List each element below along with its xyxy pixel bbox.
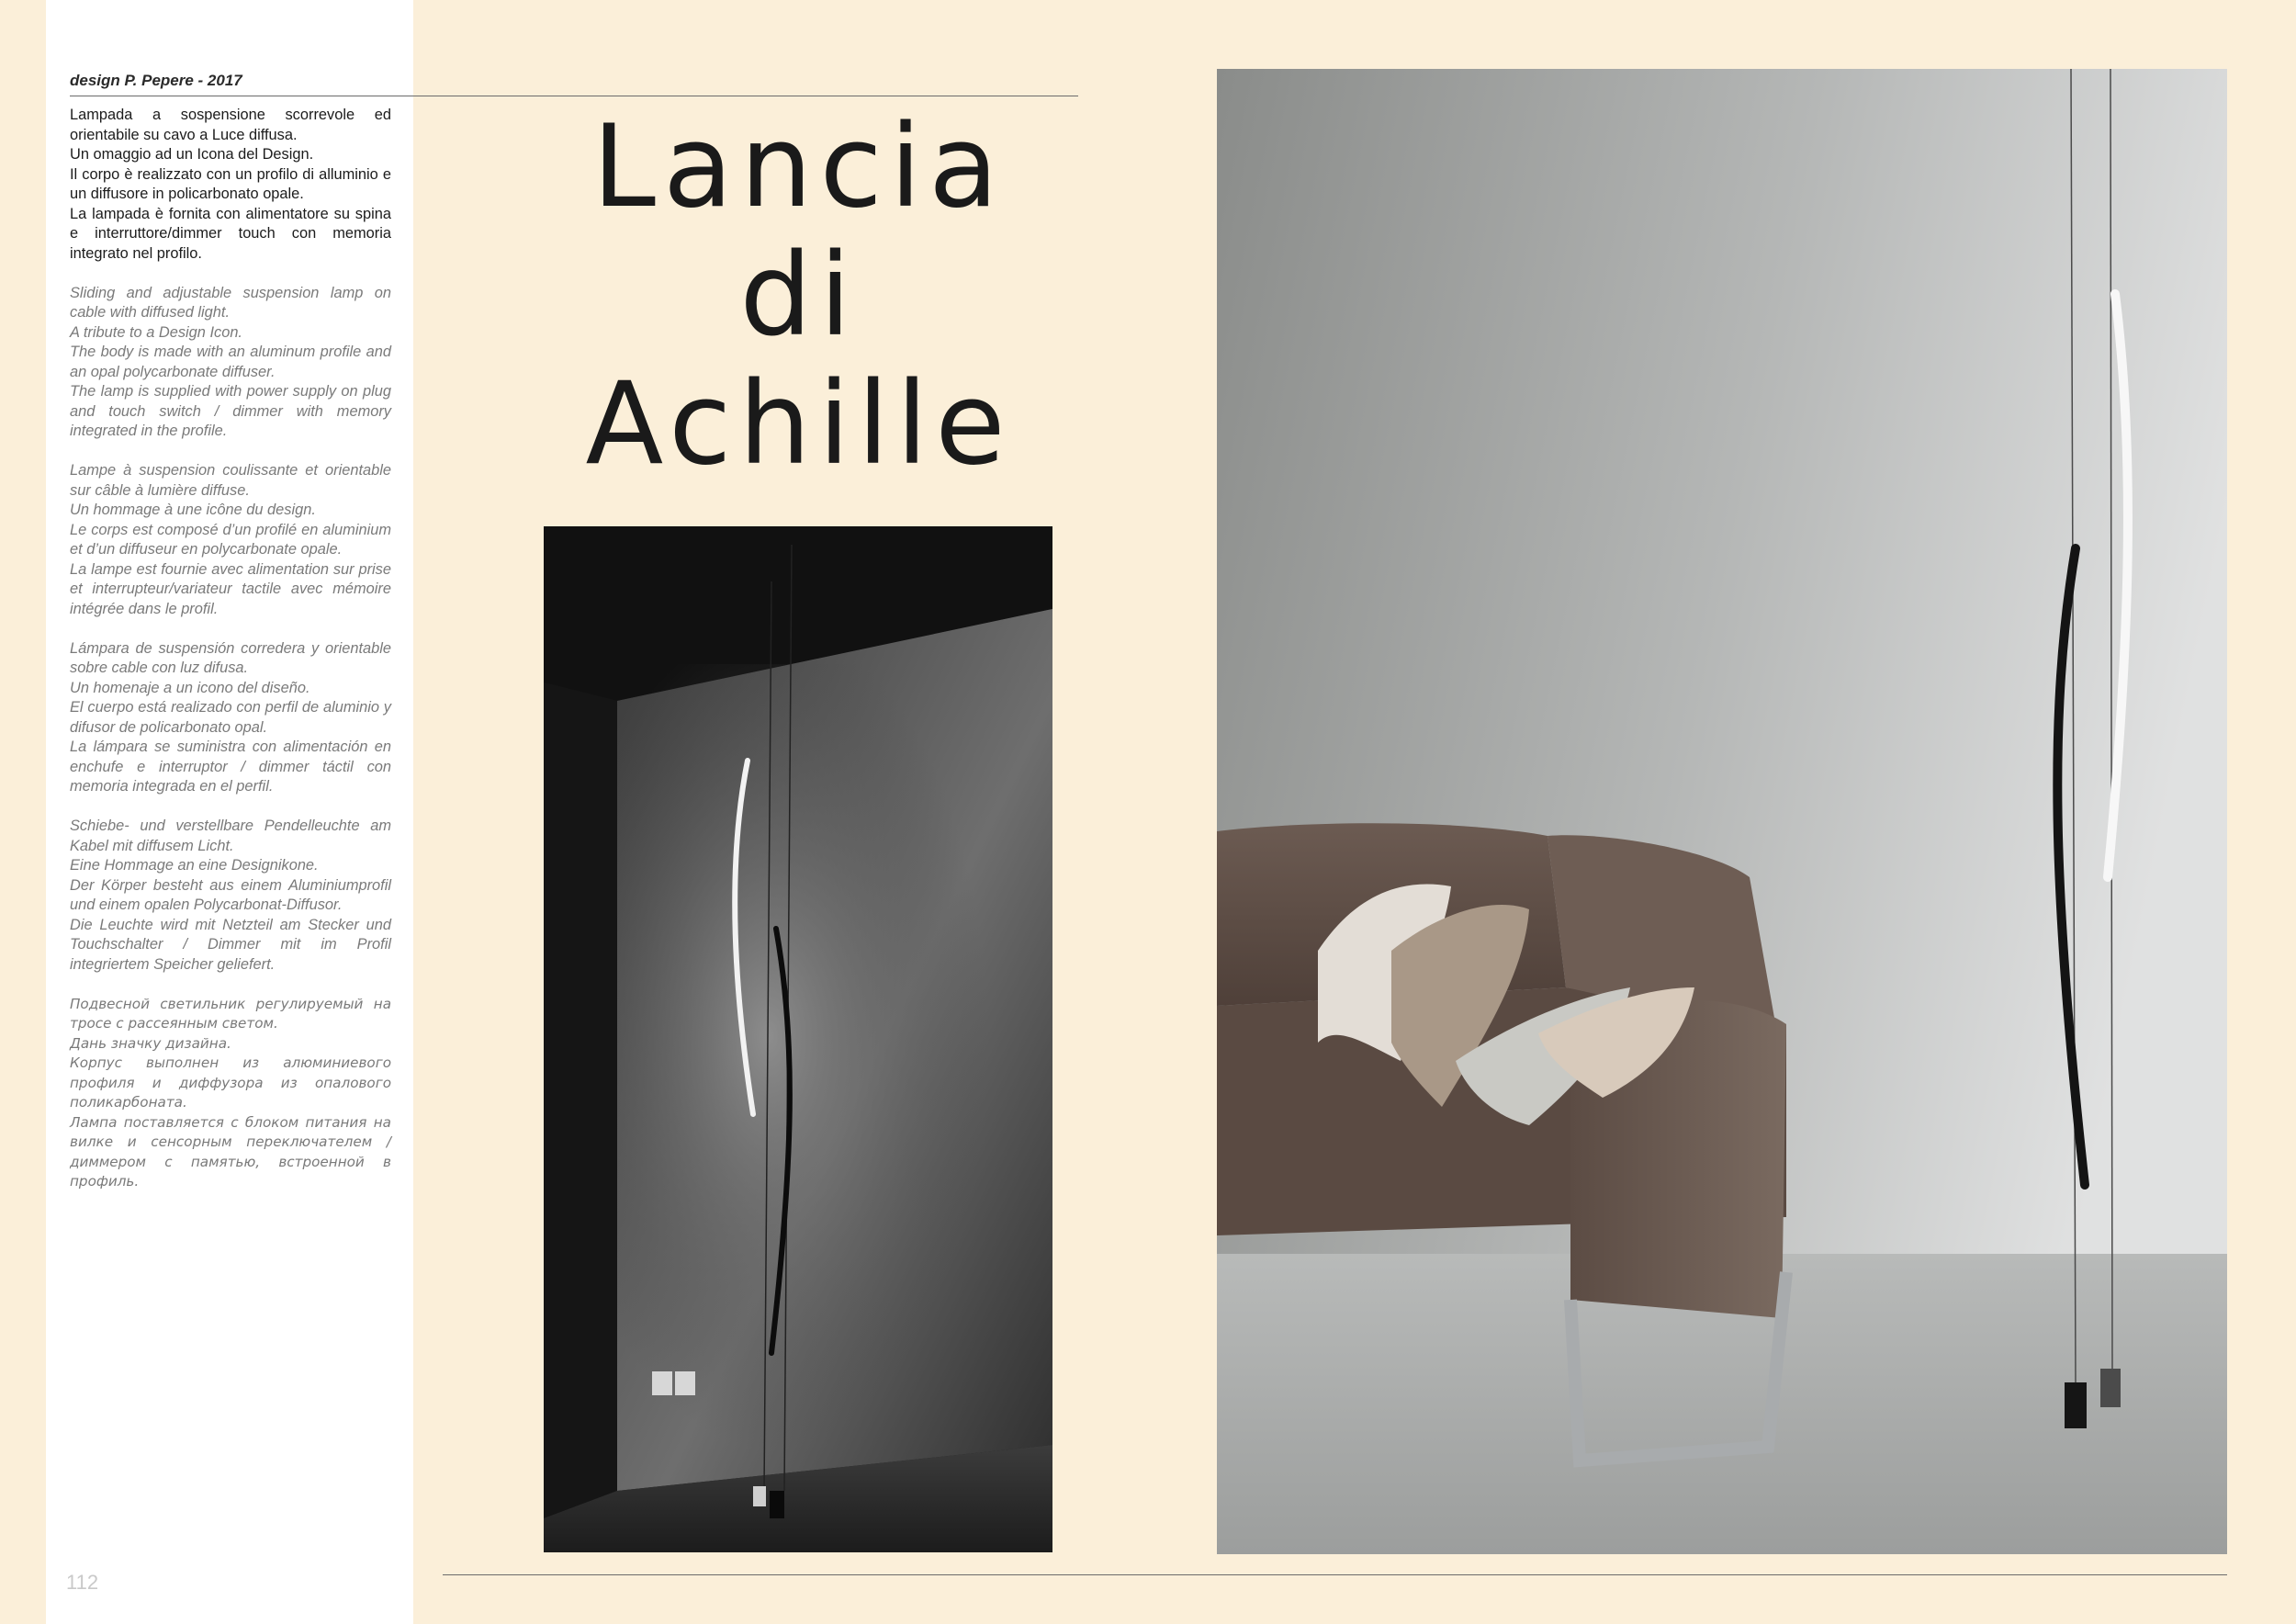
description-spanish	[70, 639, 391, 797]
description-line: Le corps est composé d’un profilé en aluminium et d’un diffuseur en polycarbonate opale.	[70, 521, 391, 558]
description-line: Lampada a sospensione scorrevole ed orientabile su cavo a Luce diffusa.	[70, 107, 391, 143]
description-line: La lámpara se suministra con alimentación en enchufe e interruptor / dimmer táctil con memoria integrada en el perfil.	[70, 739, 391, 795]
description-line: Sliding and adjustable suspension lamp on cable with diffused light.	[70, 284, 391, 321]
description-line: Подвесной светильник регулируемый на тросе с рассеянным светом.	[70, 995, 391, 1032]
design-credit: design P. Pepere - 2017	[70, 72, 242, 89]
description-line: Lampe à suspension coulissante et orientable sur câble à lumière diffuse.	[70, 462, 391, 499]
bottom-divider	[443, 1574, 2227, 1575]
page-number: 112	[66, 1571, 99, 1594]
description-line: A tribute to a Design Icon.	[70, 323, 242, 341]
description-line: Лампа поставляется с блоком питания на вилке и сенсорным переключателем / диммером с памятью, встроенной в профиль.	[70, 1113, 391, 1190]
description-line: El cuerpo está realizado con perfil de aluminio y difusor de policarbonato opal.	[70, 699, 391, 736]
description-italian	[70, 106, 391, 264]
product-title	[514, 103, 1084, 489]
description-line: Il corpo è realizzato con un profilo di alluminio e un diffusore in policarbonato opale.	[70, 165, 391, 202]
description-line: Die Leuchte wird mit Netzteil am Stecker und Touchschalter / Dimmer mit im Profil integriertem Speicher geliefert.	[70, 916, 391, 973]
description-line: Der Körper besteht aus einem Aluminiumprofil und einem opalen Polycarbonat-Diffusor.	[70, 876, 391, 913]
description-block	[70, 106, 391, 1212]
description-french	[70, 461, 391, 619]
description-line: La lampe est fournie avec alimentation sur prise et interrupteur/variateur tactile avec mémoire intégrée dans le profil.	[70, 560, 391, 617]
description-english	[70, 284, 391, 442]
title-line-2: di Achille	[585, 230, 1013, 491]
description-line: La lampada è fornita con alimentatore su spina e interruttore/dimmer touch con memoria integrato nel profilo.	[70, 205, 391, 262]
description-line: The lamp is supplied with power supply on plug and touch switch / dimmer with memory integrated in the profile.	[70, 383, 391, 439]
title-line-1: Lancia	[591, 101, 1007, 233]
description-line: Un homenaje a un icono del diseño.	[70, 679, 310, 696]
description-line: Lámpara de suspensión corredera y orientable sobre cable con luz difusa.	[70, 639, 391, 676]
description-line: The body is made with an aluminum profile and an opal polycarbonate diffuser.	[70, 344, 391, 380]
description-line: Un omaggio ad un Icona del Design.	[70, 146, 314, 163]
description-russian	[70, 995, 391, 1192]
description-line: Eine Hommage an eine Designikone.	[70, 857, 319, 874]
description-line: Дань значку дизайна.	[70, 1034, 231, 1052]
description-german	[70, 817, 391, 975]
product-photo-dark	[544, 526, 1052, 1552]
description-line: Корпус выполнен из алюминиевого профиля и диффузора из опалового поликарбоната.	[70, 1054, 391, 1111]
product-photo-sofa	[1217, 69, 2227, 1554]
description-line: Schiebe- und verstellbare Pendelleuchte am Kabel mit diffusem Licht.	[70, 818, 391, 854]
description-line: Un hommage à une icône du design.	[70, 502, 316, 518]
